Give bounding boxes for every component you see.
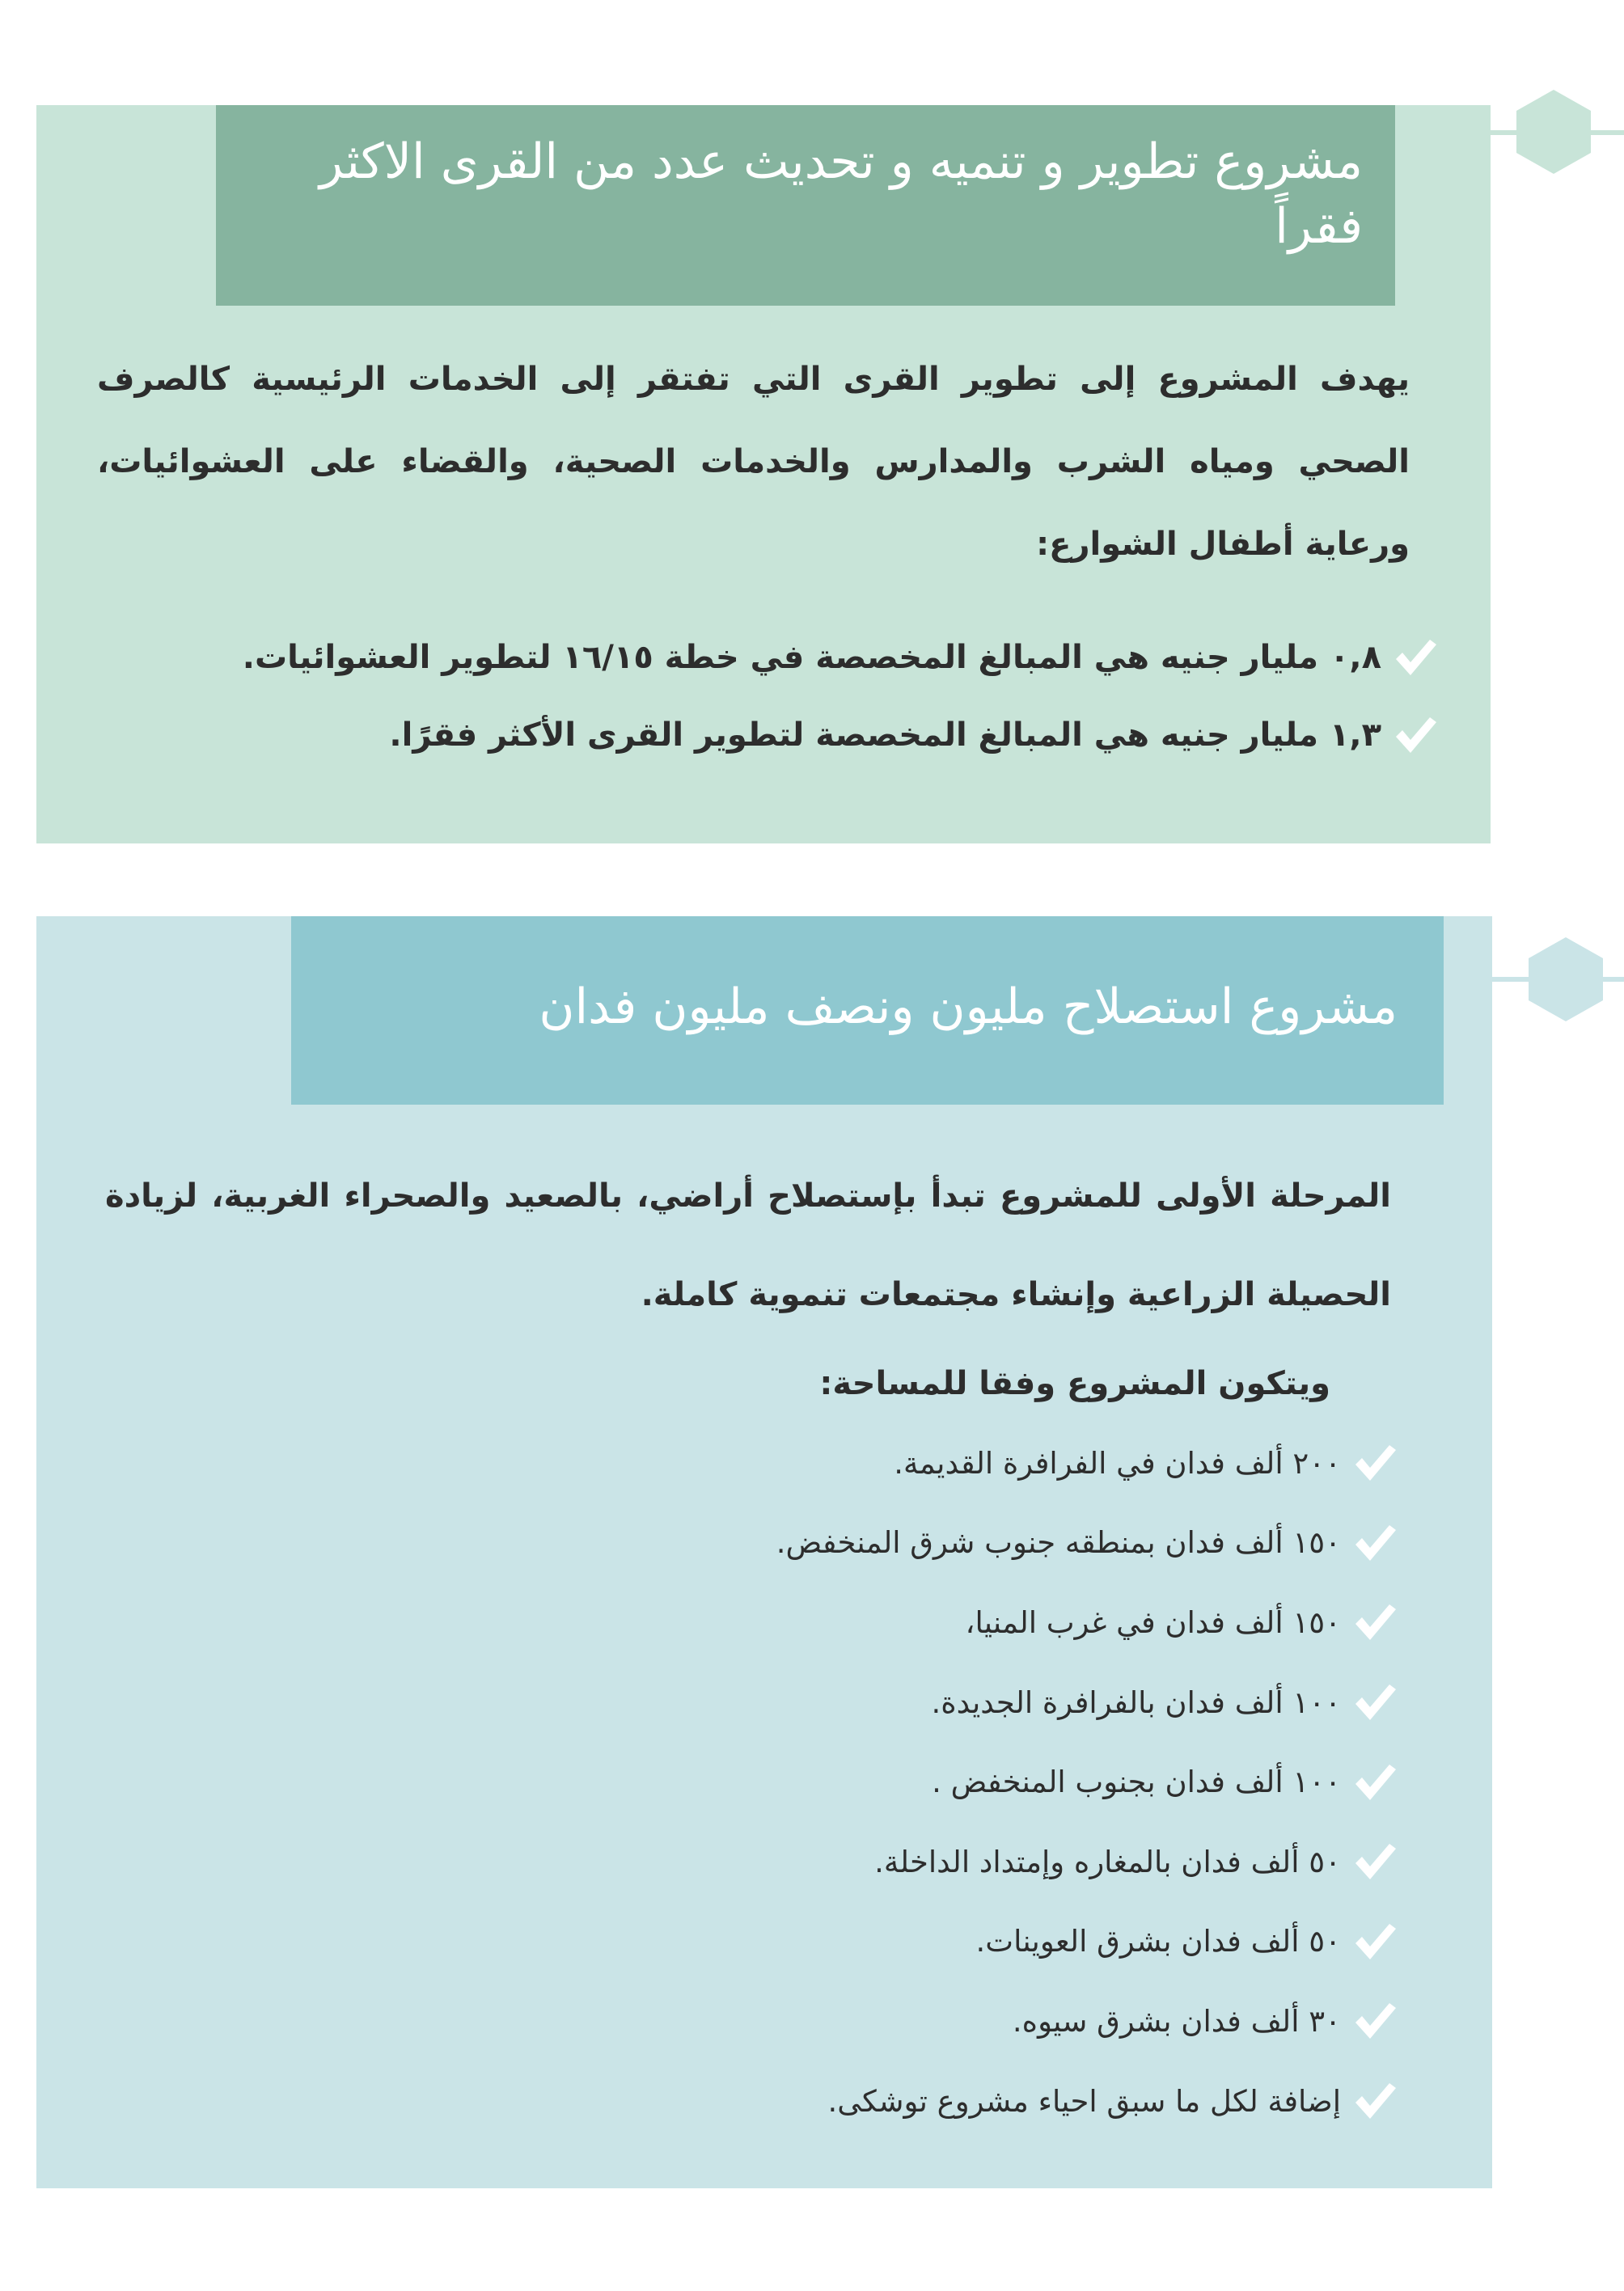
section1-hexagon-icon (1516, 90, 1591, 174)
list-item (776, 1503, 1398, 1583)
list-item (776, 1822, 1398, 1902)
check-icon (1352, 1681, 1398, 1723)
check-icon (1352, 1601, 1398, 1643)
bullet-text: ٠,٨ مليار جنيه هي المبالغ المخصصة في خطة ١٦/١٥ لتطوير العشوائيات. (242, 639, 1381, 676)
list-item (776, 1742, 1398, 1822)
bullet-text: ١٥٠ ألف فدان في غرب المنيا، (965, 1604, 1341, 1640)
section1-bullet-list (243, 619, 1438, 774)
check-icon (1352, 2080, 1398, 2122)
bullet-text: إضافة لكل ما سبق احياء مشروع توشكى. (827, 2083, 1341, 2119)
section2-intro: المرحلة الأولى للمشروع تبدأ بإستصلاح أراضي، بالصعيد والصحراء الغربية، لزيادة الحصيلة الزراعية وإنشاء مجتمعات تنموية كاملة. (105, 1177, 1391, 1313)
list-item (776, 1423, 1398, 1503)
bullet-text: ١٥٠ ألف فدان بمنطقه جنوب شرق المنخفض. (776, 1525, 1341, 1561)
list-item (776, 1981, 1398, 2061)
bullet-text: ٢٠٠ ألف فدان في الفرافرة القديمة. (894, 1445, 1341, 1481)
list-item (776, 1583, 1398, 1663)
check-icon (1352, 1522, 1398, 1564)
bullet-text: ٣٠ ألف فدان بشرق سيوه. (1012, 2003, 1341, 2039)
bullet-text: ٥٠ ألف فدان بالمغاره وإمتداد الداخلة. (874, 1844, 1341, 1879)
list-item (243, 619, 1438, 696)
list-item (243, 696, 1438, 774)
check-icon (1393, 636, 1438, 678)
list-item (776, 2061, 1398, 2141)
check-icon (1352, 1921, 1398, 1963)
section2-bullet-list (776, 1423, 1398, 2141)
bullet-text: ١,٣ مليار جنيه هي المبالغ المخصصة لتطوير القرى الأكثر فقرًا. (389, 716, 1381, 754)
section1-intro: يهدف المشروع إلى تطوير القرى التي تفتقر إلى الخدمات الرئيسية كالصرف الصحي ومياه الشرب والمدارس والخدمات الصحية، والقضاء على العشوائيات، ورعاية أطفال الشوارع: (97, 361, 1410, 563)
check-icon (1352, 1442, 1398, 1484)
section2-title: مشروع استصلاح مليون ونصف مليون فدان (291, 916, 1444, 1105)
section2-subheading: ويتكون المشروع وفقا للمساحة: (819, 1365, 1330, 1402)
bullet-text: ١٠٠ ألف فدان بالفرافرة الجديدة. (931, 1684, 1341, 1720)
check-icon (1352, 2000, 1398, 2042)
check-icon (1352, 1841, 1398, 1883)
check-icon (1352, 1761, 1398, 1803)
bullet-text: ١٠٠ ألف فدان بجنوب المنخفض . (932, 1765, 1341, 1800)
check-icon (1393, 714, 1438, 756)
list-item (776, 1902, 1398, 1982)
list-item (776, 1663, 1398, 1743)
section2-hexagon-icon (1529, 937, 1603, 1021)
section1-title: مشروع تطوير و تنميه و تحديث عدد من القرى الاكثر فقراً (216, 105, 1395, 306)
bullet-text: ٥٠ ألف فدان بشرق العوينات. (975, 1924, 1341, 1959)
